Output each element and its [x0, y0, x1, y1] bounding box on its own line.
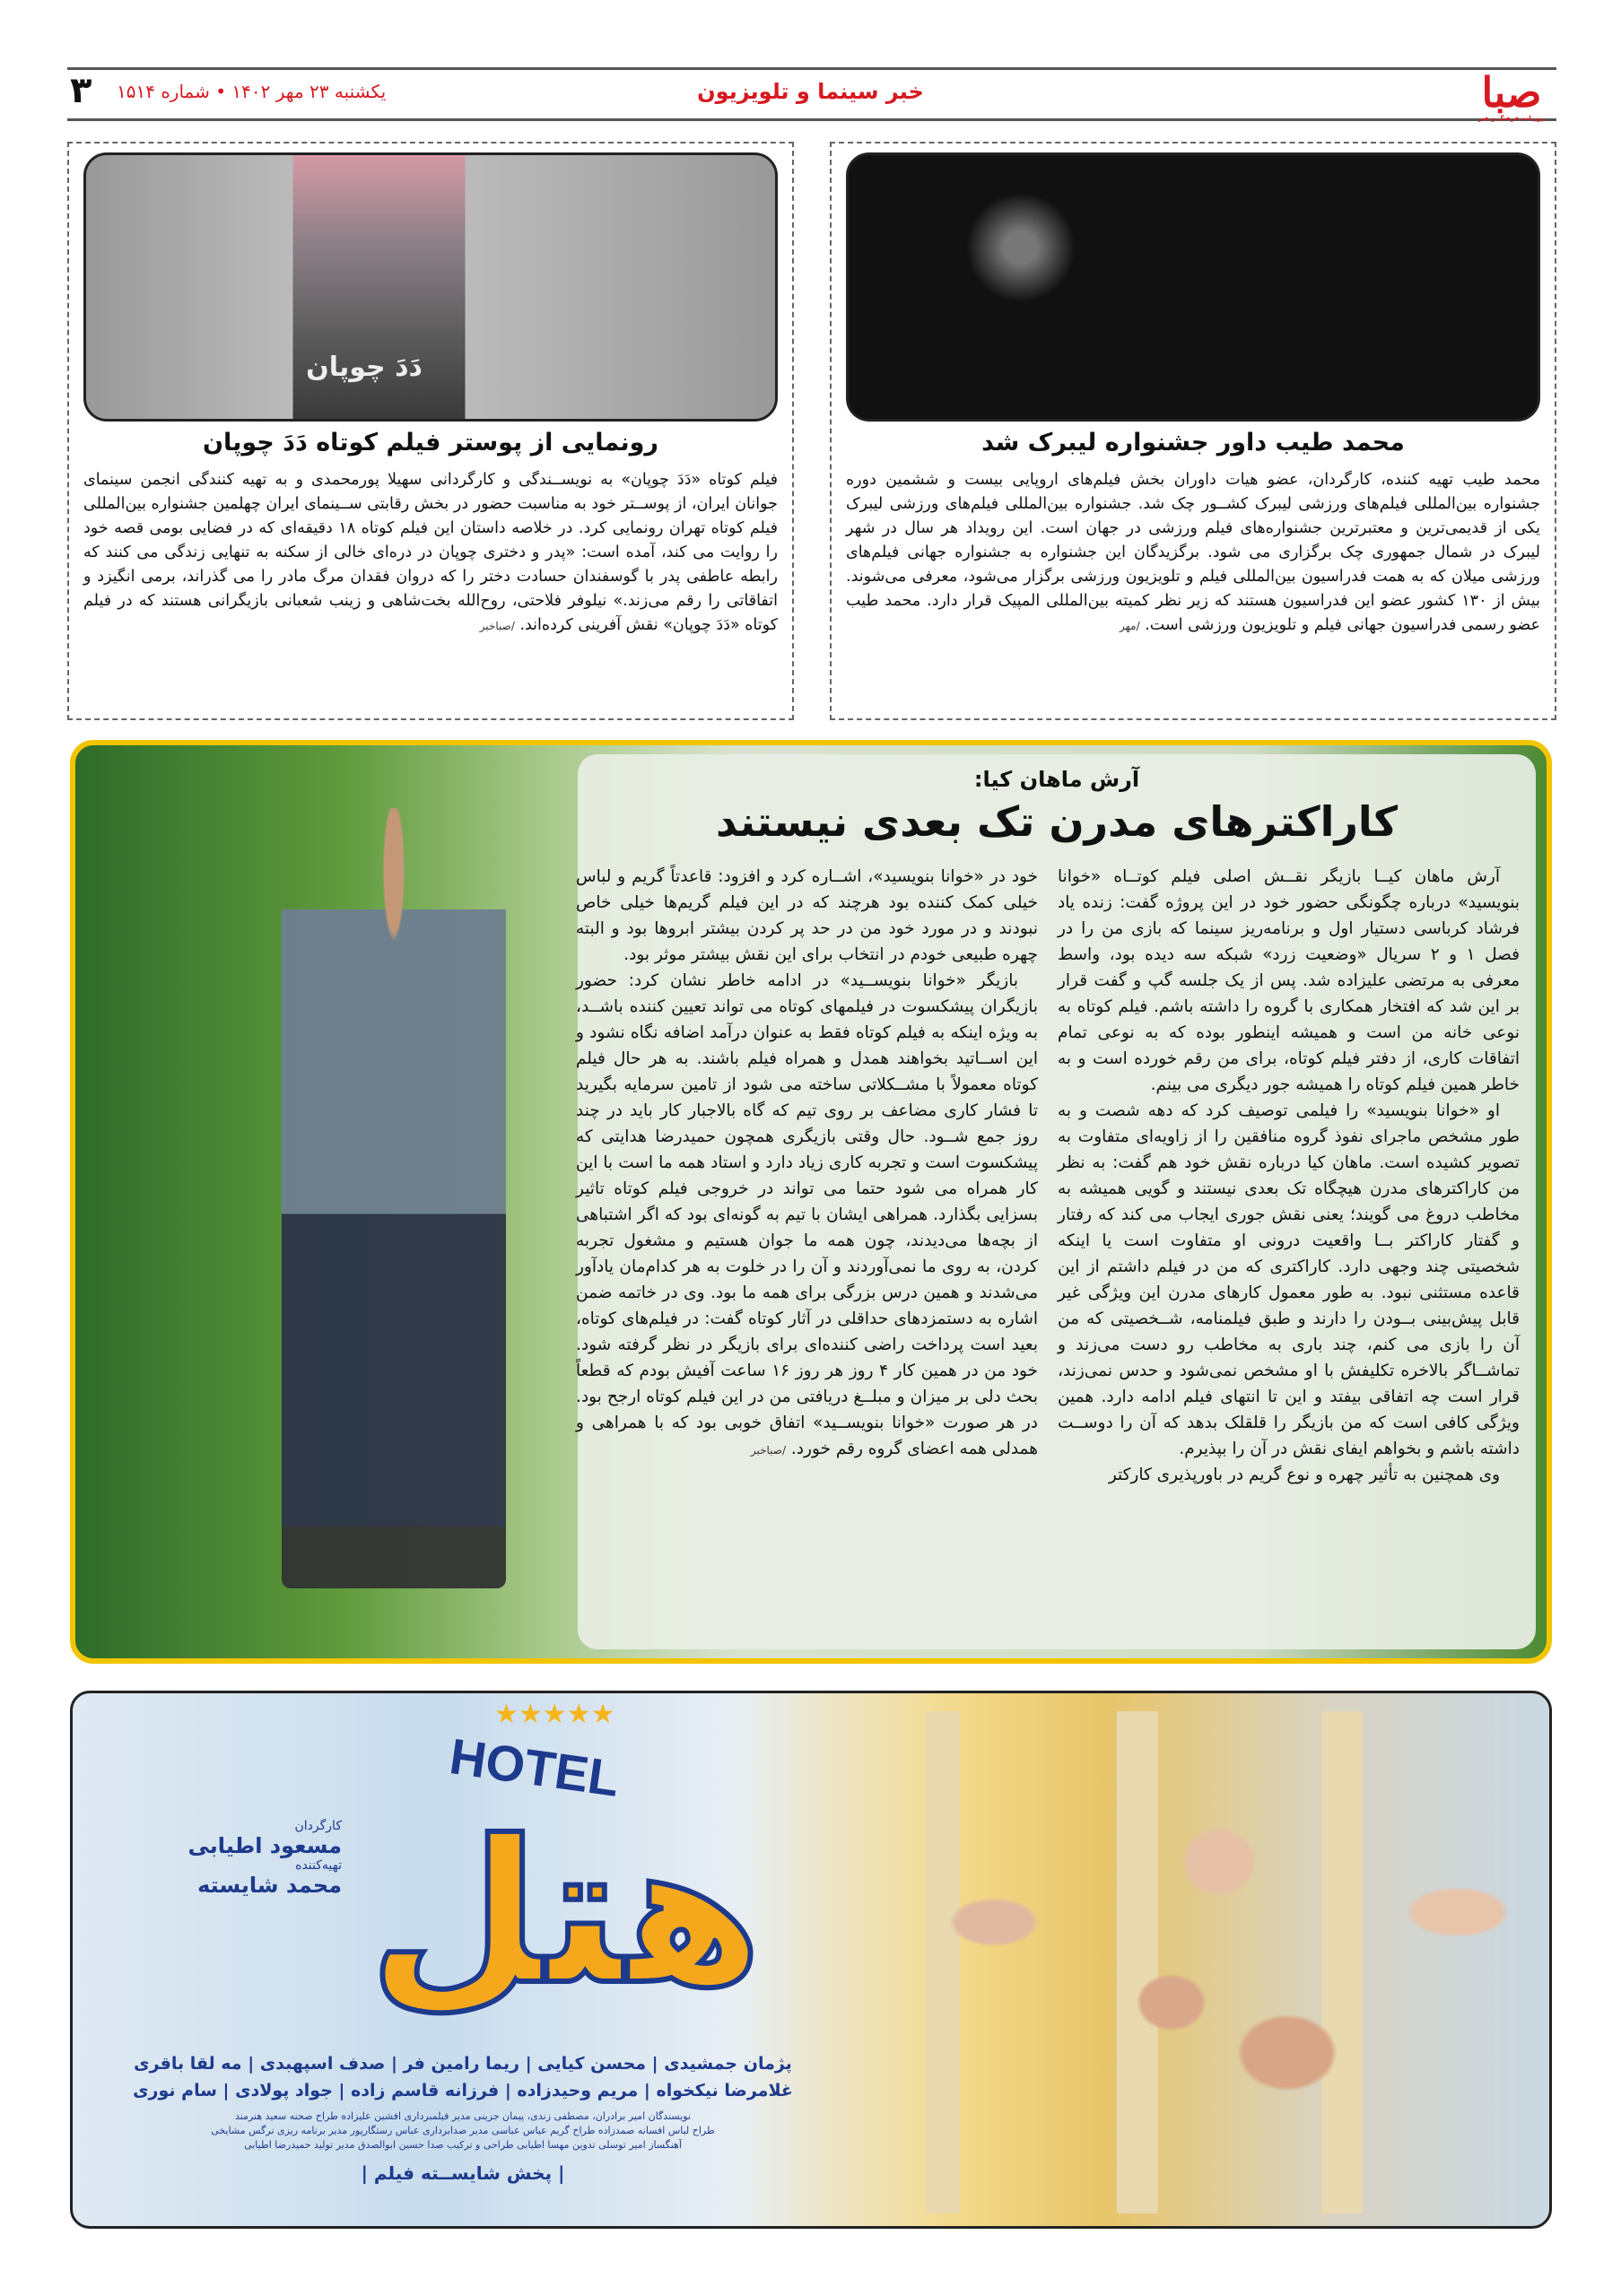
paragraph: آرش ماهان کیــا بازیگر نقــش اصلی فیلم کوتــاه «خوانا بنویسید» درباره چگونگی حضور خود در این پروژه گفت: زنده یاد فرشاد کرباسی دستیار اول و برنامه‌ریز سینما که بازی من را در فصل ۱ و ۲ سریال «وضعیت زرد» شبکه سه دیده بود، واسط معرفی به مرتضی علیزاده شد. پس از یک جلسه گپ و گفت قرار بر این شد که افتخار همکاری با گروه را داشته باشم. فیلم کوتاه به نوعی خانه من است و همیشه اینطور بوده که به نوعی تمام اتفاقات کاری، از دفتر فیلم کوتاه، برای من رقم خورده است و به خاطر همین فیلم کوتاه را همیشه جور دیگری می بینم. — [1058, 867, 1521, 1094]
cast-list: پژمان جمشیدی | محسن کیایی | ریما رامین فر | صدف اسپهبدی | مه لقا باقری غلامرضا نیکخواه | مریم وحیدزاده | فرزانه قاسم زاده | جواد پولادی | سام نوری نویسندگان امیر برادران، مصطفی زندی، پیمان جزینی مدیر فیلمبرداری افشین علیزاده طراح صحنه سعید هنرمند طراح لباس افسانه صمدزاده طراح گریم عباس عباسی مدیر صدابرداری عباس رستگارپور مدیر برنامه ریزی نرگس مشایخی آهنگساز امیر توسلی تدوین مهسا اطیابی طراحی و ترکیب صدا حسین ابوالصدق مدیر تولید حمیدرضا اطیابی | پخش شایســته فیلم | — [91, 2052, 835, 2185]
article-title: کاراکترهای مدرن تک بعدی نیستند — [716, 797, 1398, 846]
film-advertisement-hotel — [70, 1691, 1552, 2229]
distributor: | پخش شایســته فیلم | — [361, 2162, 565, 2184]
director-credit: کارگردان مسعود اطیابی تهیه‌کننده محمد شایسته — [187, 1819, 342, 1898]
feature-interview — [70, 740, 1552, 1664]
photo-arash-mahan-kia — [282, 808, 506, 1588]
article-source: /صباخبر — [750, 1444, 786, 1457]
page-number: ۳ — [70, 70, 92, 111]
article-column-2 — [576, 864, 1038, 1464]
news-item-judge — [830, 142, 1556, 720]
header-top-rule — [67, 67, 1556, 70]
film-title-fa: هتل — [369, 1798, 763, 2028]
poster-title: دَدَ چوپان — [306, 352, 423, 383]
section-title: خبر سینما و تلویزیون — [697, 79, 924, 104]
article-column-1 — [1058, 864, 1520, 1488]
rating-stars-icon: ★★★★★ — [494, 1699, 615, 1730]
header-bottom-rule — [67, 118, 1556, 121]
headline: محمد طیب داور جشنواره لیبرک شد — [981, 429, 1405, 457]
crew-credits: نویسندگان امیر برادران، مصطفی زندی، پیمان جزینی مدیر فیلمبرداری افشین علیزاده طراح صحنه سعید هنرمند طراح لباس افسانه صمدزاده طراح گریم عباس عباسی مدیر صدابرداری عباس رستگارپور مدیر برنامه ریزی نرگس مشایخی آهنگساز امیر توسلی تدوین مهسا اطیابی طراحی و ترکیب صدا حسین ابوالصدق مدیر تولید حمیدرضا اطیابی — [211, 2110, 715, 2151]
film-title-en: HOTEL — [446, 1727, 623, 1807]
paragraph: خود در «خوانا بنویسید»، اشــاره کرد و افزود: قاعدتاً گریم و لباس خیلی کمک کننده بود هرچند که در این فیلم گریم‌ها خیلی خاص نبودند و در مورد خود من در حد پر کردن بیشتر ابروها بود و البته چهره طبیعی خودم در انتخاب برای این نقش بیشتر موثر بود. — [576, 867, 1038, 964]
paragraph: او «خوانا بنویسید» را فیلمی توصیف کرد که دهه شصت و به طور مشخص ماجرای نفوذ گروه منافقین را از زاویه‌ای متفاوت به تصویر کشیده است. ماهان کیا درباره نقش خود هم گفت: به نظر من کاراکترهای مدرن هیچگاه تک بعدی نیستند و گویی همیشه به مخاطب دروغ می گویند؛ یعنی نقش جوری ایجاب می کند که رفتار و گفتار کاراکتر بــا واقعیت درونی او متفاوت است یا اینکه شخصیتی چند وجهی دارد. کاراکتری که من در فیلم داشتم از این قاعده مستثنی نبود. به طور معمول کارهای مدرن این ویژگی غیر قابل پیش‌بینی بــودن را دارند و طبق فیلمنامه، شــخصیتی که من آن را بازی می کنم، چند باری به مخاطب رو دست می‌زند و تماشــاگر بالاخره تکلیفش با او مشخص نمی‌شود و حدس نمی‌زند، قرار است چه اتفاقی بیفتد و این تا انتهای فیلم ادامه دارد. همین ویژگی کافی است که من بازیگر را قلقلک بدهد که آن را دوســت داشته باشم و بخواهم ایفای نقش در آن را بپذیرم. — [1058, 1101, 1520, 1458]
paragraph: وی همچنین به تأثیر چهره و نوع گریم در باورپذیری کارکتر — [1108, 1465, 1500, 1484]
headline: رونمایی از پوستر فیلم کوتاه دَدَ چوپان — [203, 429, 658, 457]
paragraph: بازیگر «خوانا بنویســید» در ادامه خاطر نشان کرد: حضور بازیگران پیشکسوت در فیلمهای کوتاه می تواند تعیین کننده باشــد، به ویژه اینکه به فیلم کوتاه فقط به عنوان درآمد اضافه نگاه نشود و این اســاتید بخواهند همدل و همراه فیلم باشند. به هر حال فیلم کوتاه معمولاً با مشــکلاتی ساخته می شود از تامین سرمایه بگیرید تا فشار کاری مضاعف بر روی تیم که گاه بالاجبار کار باید در چند روز جمع شــود. حال وقتی بازیگری همچون حمیدرضا هدایتی که پیشکسوت است و تجربه کاری زیاد دارد و استاد همه ما است با این کار همراه می شود حتما می تواند در خروجی فیلم کوتاه تاثیر بسزایی بگذارد. همراهی ایشان با تیم به گونه‌ای بود که اگر اشتباهی از بچه‌ها می‌دیدند، چون همه ما جوان هستیم و مشغول تجربه کردن، به روی ما نمی‌آوردند و آن را در خلوت به هر کدام‌مان یادآور می‌شدند و همین درس بزرگی برای همه ما بود. وی در خاتمه ضمن اشاره به دستمزدهای حداقلی در آثار کوتاه گفت: در فیلم‌های کوتاه، بعید است پرداخت راضی کننده‌ای برای بازیگر در نظر گرفته شود. خود من در همین کار ۴ روز هر روز ۱۶ ساعت آفیش بودم که قطعاً بحث دلی بر میزان و مبلــغ دریافتی من در این فیلم کوتاه ارجح بود. در هر صورت «خوانا بنویســید» اتفاق خوبی بود که با همراهی و همدلی همه اعضای گروه رقم خورد. /صباخبر — [576, 971, 1038, 1458]
article-panel — [578, 754, 1536, 1649]
article-body: فیلم کوتاه «دَدَ چوپان» به نویســندگی و کارگردانی سهیلا پورمحمدی و به تهیه کنندگی انجمن سینمای جوانان ایران، از پوســتر خود به مناسبت حضور در بخش رقابتی ســینمای ایران چهلمین جشنواره بین‌المللی فیلم کوتاه تهران رونمایی کرد. در خلاصه داستان این فیلم کوتاه ۱۸ دقیقه‌ای که در فضایی بومی قصه خود را روایت می کند، آمده است: «پدر و دختری چوپان در دره‌ای خالی از سکنه به تنهایی زندگی می کنند که رابطه عاطفی پدر با گوسفندان حسادت دختر را که دروان فقدان مرگ مادر را می گذراند، برمی انگیزد و اتفاقاتی را رقم می‌زند.» نیلوفر فلاحتی، روح‌الله بخت‌شاهی و زینب شعبانی بازیگرانی هستند که در فیلم کوتاه «دَدَ چوپان» نقش آفرینی کرده‌اند. /صباخبر — [83, 471, 778, 634]
newspaper-logo: صبا روزنامه فرهنگ و هنر — [1478, 68, 1545, 122]
photo-mohammad-tayyeb — [846, 152, 1540, 422]
cast-photo — [844, 1711, 1526, 2213]
poster-image — [83, 152, 778, 422]
dateline: یکشنبه ۲۳ مهر ۱۴۰۲ • شماره ۱۵۱۴ — [117, 81, 387, 102]
article-kicker: آرش ماهان کیا: — [973, 767, 1140, 792]
article-body: محمد طیب تهیه کننده، کارگردان، عضو هیات داوران بخش فیلم‌های اروپایی بیست و ششمین دوره جشنواره بین‌المللی فیلم‌های ورزشی لیبرک کشــور چک شد. جشنواره بین‌المللی فیلم‌های ورزشی لیبرک یکی از قدیمی‌ترین و معتبرترین جشنواره‌های فیلم ورزشی در جهان است. این رویداد هر سال در شهر لیبرک در شمال جمهوری چک برگزاری می شود. برگزیدگان این جشنواره به جشنواره جهانی فیلم‌های ورزشی میلان که به همت فدراسیون بین‌المللی فیلم و تلویزیون ورزشی برگزار می‌شود، معرفی می‌شوند. بیش از ۱۳۰ کشور عضو این فدراسیون هستند که زیر نظر کمیته بین‌المللی المپیک قرار دارد. محمد طیب عضو رسمی فدراسیون جهانی فیلم و تلویزیون ورزشی است. /مهر — [846, 471, 1541, 634]
news-item-poster — [67, 142, 794, 720]
